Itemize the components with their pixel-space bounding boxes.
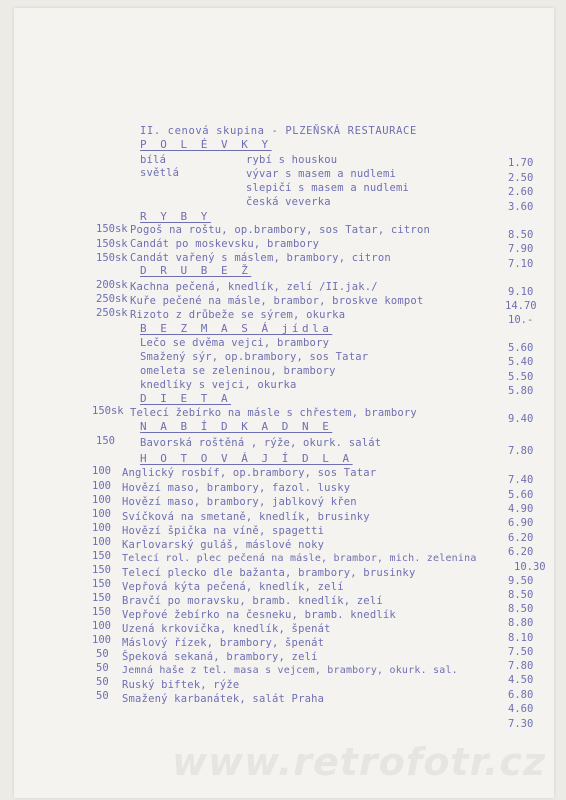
- item-qty: 100: [92, 536, 111, 548]
- item-price: 5.60: [508, 342, 534, 354]
- item-price: 7.30: [508, 718, 534, 730]
- item-qty: 50: [96, 648, 109, 660]
- item-qty: 150: [92, 564, 111, 576]
- item-name: Kachna pečená, knedlík, zelí /II.jak./: [130, 281, 378, 293]
- item-price: 7.80: [508, 445, 534, 457]
- item-name: Ruský biftek, rýže: [122, 679, 240, 691]
- item-name: Jemná haše z tel. masa s vejcem, brambory, okurk. sal.: [122, 665, 458, 676]
- item-qty: 150sk: [96, 223, 128, 235]
- item-qty: 150sk: [96, 238, 128, 250]
- item-name: Špeková sekaná, brambory, zelí: [122, 651, 318, 663]
- item-name: Bravčí po moravsku, bramb. knedlík, zelí: [122, 595, 383, 607]
- item-price: 6.20: [508, 546, 534, 558]
- item-price: 7.80: [508, 660, 534, 672]
- soup-price: 2.50: [508, 172, 534, 184]
- item-qty: 150: [92, 578, 111, 590]
- item-price: 4.60: [508, 703, 534, 715]
- item-price: 5.50: [508, 371, 534, 383]
- item-name: Candát po moskevsku, brambory: [130, 238, 320, 250]
- soup-item: slepičí s masem a nudlemi: [246, 182, 410, 194]
- item-qty: 100: [92, 620, 111, 632]
- section-nabidka: N A B Í D K A D N E: [140, 420, 333, 433]
- item-name: Máslový řízek, brambory, špenát: [122, 637, 325, 649]
- item-name: Karlovarský guláš, máslové noky: [122, 539, 325, 551]
- item-price: 8.50: [508, 229, 534, 241]
- item-name: Pogoš na roštu, op.brambory, sos Tatar, citron: [130, 224, 430, 236]
- item-name: Telecí rol. plec pečená na másle, brambor, mich. zelenina: [122, 553, 477, 564]
- item-name: Hovězí maso, brambory, jablkový křen: [122, 496, 357, 508]
- soup-price: 3.60: [508, 201, 534, 213]
- item-qty: 150: [92, 606, 111, 618]
- item-price: 7.40: [508, 474, 534, 486]
- menu-title: II. cenová skupina - PLZEŇSKÁ RESTAURACE: [140, 125, 417, 137]
- item-price: 9.40: [508, 413, 534, 425]
- item-price: 10.-: [508, 314, 534, 326]
- item-price: 5.40: [508, 356, 534, 368]
- item-name: Uzená krkovička, knedlík, špenát: [122, 623, 331, 635]
- item-name: Rizoto z drůbeže se sýrem, okurka: [130, 309, 346, 321]
- item-name: omeleta se zeleninou, brambory: [140, 365, 336, 377]
- item-price: 7.90: [508, 243, 534, 255]
- item-price: 14.70: [505, 300, 537, 312]
- item-price: 7.10: [508, 258, 534, 270]
- item-qty: 100: [92, 508, 111, 520]
- item-name: Smažený sýr, op.brambory, sos Tatar: [140, 351, 369, 363]
- section-drubez: D R U B E Ž: [140, 264, 252, 277]
- item-qty: 50: [96, 662, 109, 674]
- soup-price: 1.70: [508, 157, 534, 169]
- item-price: 6.20: [508, 532, 534, 544]
- section-dieta: D I E T A: [140, 392, 232, 405]
- item-qty: 150sk: [96, 252, 128, 264]
- item-price: 5.60: [508, 489, 534, 501]
- item-price: 8.80: [508, 617, 534, 629]
- item-name: Smažený karbanátek, salát Praha: [122, 693, 325, 705]
- item-name: Kuře pečené na másle, brambor, broskve kompot: [130, 295, 424, 307]
- item-price: 7.50: [508, 646, 534, 658]
- watermark: www.retrofotr.cz: [171, 740, 546, 784]
- item-price: 8.10: [508, 632, 534, 644]
- item-price: 4.90: [508, 503, 534, 515]
- item-price: 8.50: [508, 603, 534, 615]
- item-price: 6.80: [508, 689, 534, 701]
- item-qty: 50: [96, 676, 109, 688]
- item-qty: 100: [92, 522, 111, 534]
- item-qty: 100: [92, 634, 111, 646]
- soup-price: 2.60: [508, 186, 534, 198]
- item-price: 8.50: [508, 589, 534, 601]
- item-name: Telecí žebírko na másle s chřestem, brambory: [130, 407, 417, 419]
- item-name: Lečo se dvěma vejci, brambory: [140, 337, 330, 349]
- item-name: Svíčková na smetaně, knedlík, brusinky: [122, 511, 370, 523]
- item-qty: 150: [92, 550, 111, 562]
- item-name: Bavorská roštěná , rýže, okurk. salát: [140, 437, 382, 449]
- item-price: 4.50: [508, 674, 534, 686]
- item-qty: 250sk: [96, 307, 128, 319]
- soup-item: vývar s masem a nudlemi: [246, 168, 396, 180]
- section-hotova: H O T O V Á J Í D L A: [140, 452, 353, 465]
- soup-item: rybí s houskou: [246, 154, 338, 166]
- item-qty: 150sk: [92, 405, 124, 417]
- item-qty: 100: [92, 494, 111, 506]
- item-qty: 250sk: [96, 293, 128, 305]
- soup-label: bílá: [140, 154, 167, 166]
- item-name: Hovězí špička na víně, spagetti: [122, 525, 325, 537]
- item-qty: 150: [96, 435, 115, 447]
- item-qty: 50: [96, 690, 109, 702]
- section-ryby: R Y B Y: [140, 210, 211, 223]
- item-price: 9.50: [508, 575, 534, 587]
- item-name: Telecí plecko dle bažanta, brambory, brusinky: [122, 567, 416, 579]
- item-qty: 100: [92, 465, 111, 477]
- item-price: 5.80: [508, 385, 534, 397]
- item-name: Anglický rosbíf, op.brambory, sos Tatar: [122, 467, 377, 479]
- item-qty: 150: [92, 592, 111, 604]
- item-name: Hovězí maso, brambory, fazol. lusky: [122, 482, 351, 494]
- item-price: 10.30: [514, 561, 546, 573]
- section-bezmasa: B E Z M A S Á jídla: [140, 322, 333, 335]
- item-name: Vepřová kýta pečená, knedlík, zelí: [122, 581, 344, 593]
- section-polevky: P O L É V K Y: [140, 138, 272, 151]
- item-price: 6.90: [508, 517, 534, 529]
- item-name: Candát vařený s máslem, brambory, citron: [130, 252, 391, 264]
- soup-label: světlá: [140, 167, 180, 179]
- item-qty: 100: [92, 480, 111, 492]
- item-name: knedlíky s vejci, okurka: [140, 379, 297, 391]
- soup-item: česká veverka: [246, 196, 331, 208]
- item-qty: 200sk: [96, 279, 128, 291]
- item-price: 9.10: [508, 286, 534, 298]
- item-name: Vepřové žebírko na česneku, bramb. knedlík: [122, 609, 396, 621]
